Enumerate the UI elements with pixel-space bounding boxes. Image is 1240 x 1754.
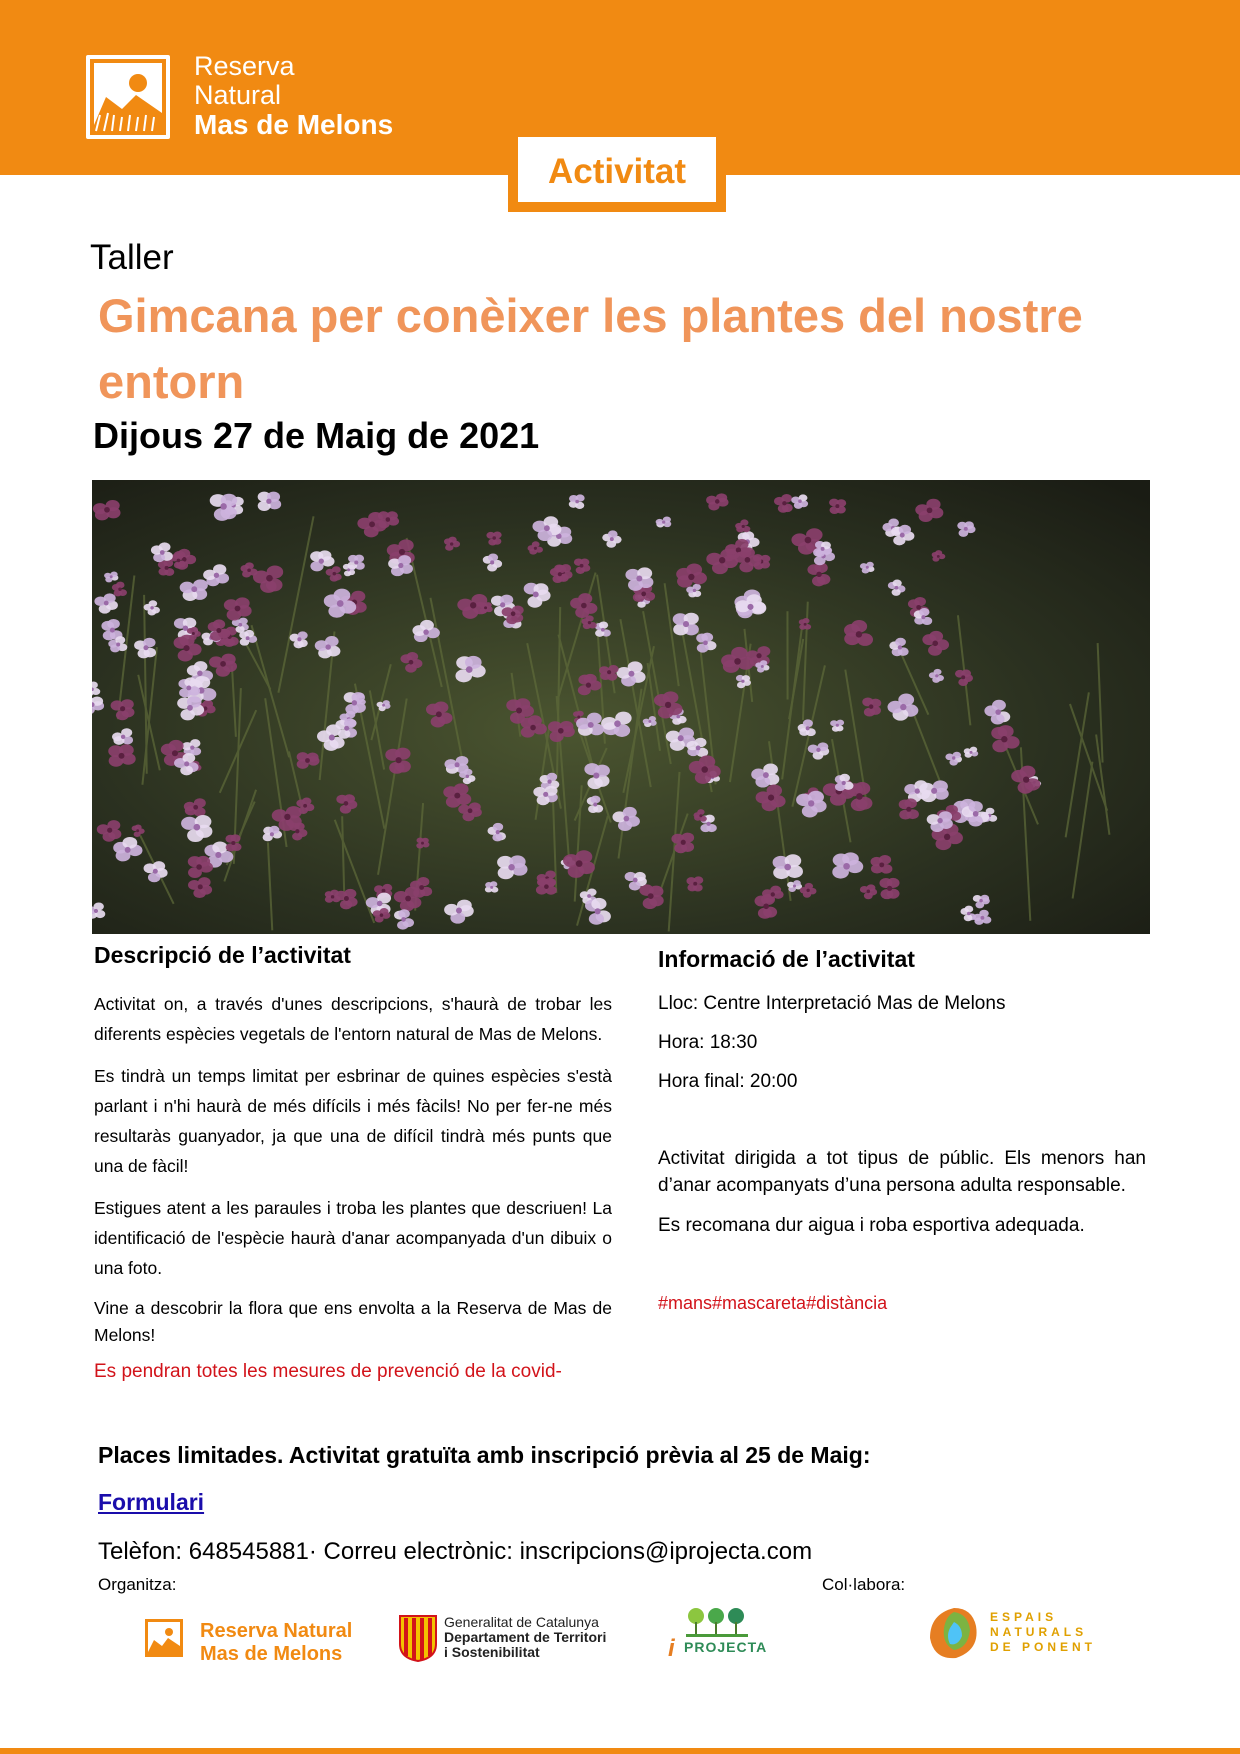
registration-section [98, 1442, 1198, 1566]
description-paragraph-1: Activitat on, a través d'unes descripcions, s'haurà de trobar les diferents espècies vegetals de l'entorn natural de Mas de Melons. [94, 994, 612, 1044]
organitza-label: Organitza: [98, 1575, 177, 1594]
info-heading: Informació de l’activitat [658, 946, 915, 972]
event-date: Dijous 27 de Maig de 2021 [93, 415, 540, 456]
logo-line-1: Reserva [194, 51, 295, 81]
reserva-small-logo-icon [144, 1618, 184, 1658]
reserva-logo-icon [86, 55, 170, 139]
logo-line-3: Mas de Melons [194, 109, 394, 140]
espais-line-3: DE PONENT [990, 1640, 1097, 1654]
reserva-small-logo-text [200, 1620, 352, 1666]
description-paragraph-4: Vine a descobrir la flora que ens envolta a la Reserva de Mas de Melons! [94, 1298, 612, 1345]
event-title: Gimcana per conèixer les plantes del nostre entorn [98, 289, 1083, 408]
hashtags: #mans#mascareta#distància [658, 1293, 888, 1313]
iprojecta-logo-icon [666, 1606, 766, 1666]
event-type: Taller [90, 238, 174, 277]
reserva-small-line-1: Reserva Natural [200, 1620, 353, 1642]
contact-info: Telèfon: 648545881· Correu electrònic: inscripcions@iprojecta.com [98, 1538, 813, 1565]
espais-line-2: NATURALS [990, 1625, 1088, 1639]
info-audience: Activitat dirigida a tot tipus de públic. Els menors han d’anar acompanyats d’una persona adulta responsable. [658, 1148, 1146, 1196]
info-end-time: Hora final: 20:00 [658, 1071, 798, 1092]
collabora-label: Col·labora: [822, 1575, 906, 1594]
activitat-tab-label: Activitat [518, 137, 716, 202]
description-paragraph-2: Es tindrà un temps limitat per esbrinar de quines espècies s'està parlant i n'hi haurà de més difícils i més fàcils! No per fer-ne més resultaràs guanyador, ja que una de difícil tindrà més punts que una de fàcil! [94, 1066, 612, 1176]
flowers-photo [92, 480, 1150, 934]
iprojecta-logo-text: PROJECTA [684, 1639, 768, 1655]
svg-text:i: i [668, 1635, 675, 1662]
espais-naturals-logo-icon [924, 1604, 986, 1662]
info-section [658, 946, 1146, 1314]
places-notice: Places limitades. Activitat gratuïta amb inscripció prèvia al 25 de Maig: [98, 1442, 871, 1468]
info-recommendation: Es recomana dur aigua i roba esportiva adequada. [658, 1215, 1085, 1236]
gencat-shield-icon [398, 1614, 438, 1662]
gencat-line-2: Departament de Territori [444, 1629, 607, 1645]
reserva-small-line-2: Mas de Melons [200, 1643, 343, 1665]
footer-band [0, 1748, 1240, 1754]
description-section [94, 942, 612, 1383]
espais-line-1: ESPAIS [990, 1610, 1058, 1624]
form-link[interactable]: Formulari [98, 1489, 205, 1515]
reserva-logo-text [194, 52, 393, 139]
gencat-line-3: i Sostenibilitat [444, 1644, 540, 1660]
logo-line-2: Natural [194, 80, 282, 110]
description-paragraph-3: Estigues atent a les paraules i troba les plantes que descriuen! La identificació de l'espècie haurà d'anar acompanyada d'un dibuix o una foto. [94, 1198, 612, 1278]
info-time: Hora: 18:30 [658, 1032, 758, 1053]
gencat-logo-text [444, 1615, 606, 1660]
espais-naturals-logo-text [990, 1610, 1096, 1655]
covid-notice: Es pendran totes les mesures de prevenció de la covid- [94, 1361, 562, 1382]
info-place: Lloc: Centre Interpretació Mas de Melons [658, 993, 1006, 1014]
gencat-line-1: Generalitat de Catalunya [444, 1614, 599, 1630]
description-heading: Descripció de l’activitat [94, 942, 351, 968]
